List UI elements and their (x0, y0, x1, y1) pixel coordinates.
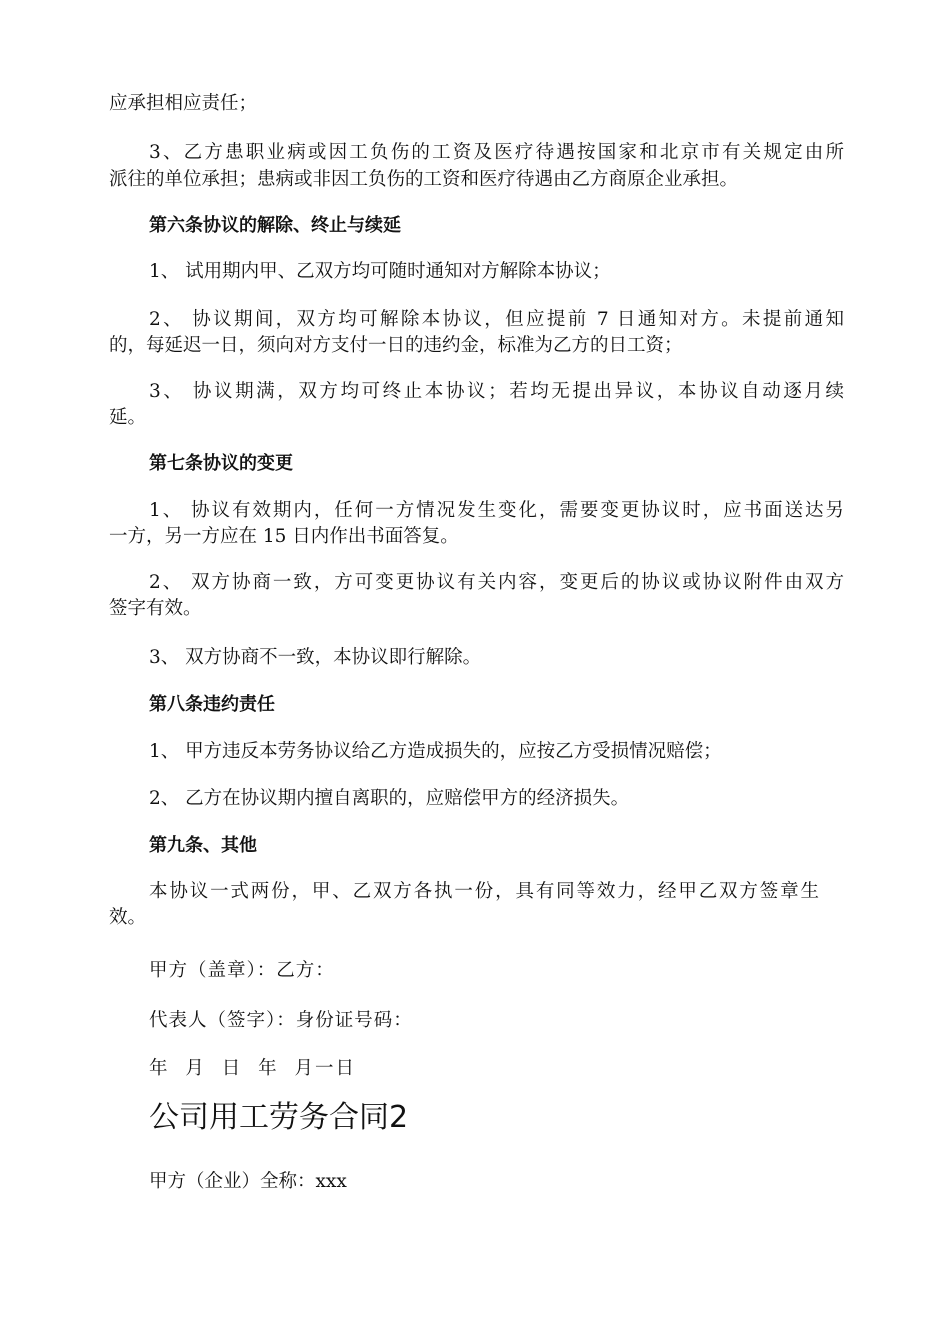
clause-line: 本协议一式两份，甲、乙双方各执一份，具有同等效力，经甲乙双方签章生 (149, 881, 819, 902)
section-heading-9: 第九条、其他 (149, 835, 257, 856)
clause-line: 1、 协议有效期内，任何一方情况发生变化，需要变更协议时，应书面送达另 (149, 500, 844, 521)
page-title: 公司用工劳务合同2 (149, 1100, 409, 1135)
section-heading-7: 第七条协议的变更 (149, 453, 293, 474)
section-heading-8: 第八条违约责任 (149, 694, 275, 715)
paragraph-line: 派往的单位承担；患病或非因工负伤的工资和医疗待遇由乙方商原企业承担。 (109, 169, 739, 190)
section-heading-6: 第六条协议的解除、终止与续延 (149, 215, 401, 236)
clause-line: 1、 试用期内甲、乙双方均可随时通知对方解除本协议； (149, 261, 611, 282)
clause-line: 签字有效。 (109, 598, 202, 619)
clause-line: 2、 乙方在协议期内擅自离职的，应赔偿甲方的经济损失。 (149, 788, 630, 809)
clause-line: 一方，另一方应在 15 日内作出书面答复。 (109, 526, 459, 547)
clause-line: 3、 协议期满，双方均可终止本协议；若均无提出异议，本协议自动逐月续 (149, 381, 844, 402)
paragraph-line: 应承担相应责任； (109, 93, 258, 114)
signature-party-line: 甲方（盖章）：乙方： (149, 960, 335, 981)
signature-representative-line: 代表人（签字）：身份证号码： (149, 1010, 413, 1031)
clause-line: 2、 协议期间，双方均可解除本协议，但应提前 7 日通知对方。未提前通知 (149, 309, 844, 330)
clause-line: 1、 甲方违反本劳务协议给乙方造成损失的，应按乙方受损情况赔偿； (149, 741, 722, 762)
clause-line: 3、 双方协商不一致，本协议即行解除。 (149, 647, 482, 668)
signature-date-line: 年 月 日 年 月一日 (149, 1058, 357, 1079)
paragraph-line: 3、乙方患职业病或因工负伤的工资及医疗待遇按国家和北京市有关规定由所 (149, 142, 844, 163)
clause-line: 2、 双方协商一致，方可变更协议有关内容，变更后的协议或协议附件由双方 (149, 572, 844, 593)
clause-line: 延。 (109, 407, 147, 428)
party-a-name-line: 甲方（企业）全称：xxx (149, 1171, 347, 1192)
clause-line: 效。 (109, 907, 147, 928)
clause-line: 的，每延迟一日，须向对方支付一日的违约金，标准为乙方的日工资； (109, 335, 683, 356)
